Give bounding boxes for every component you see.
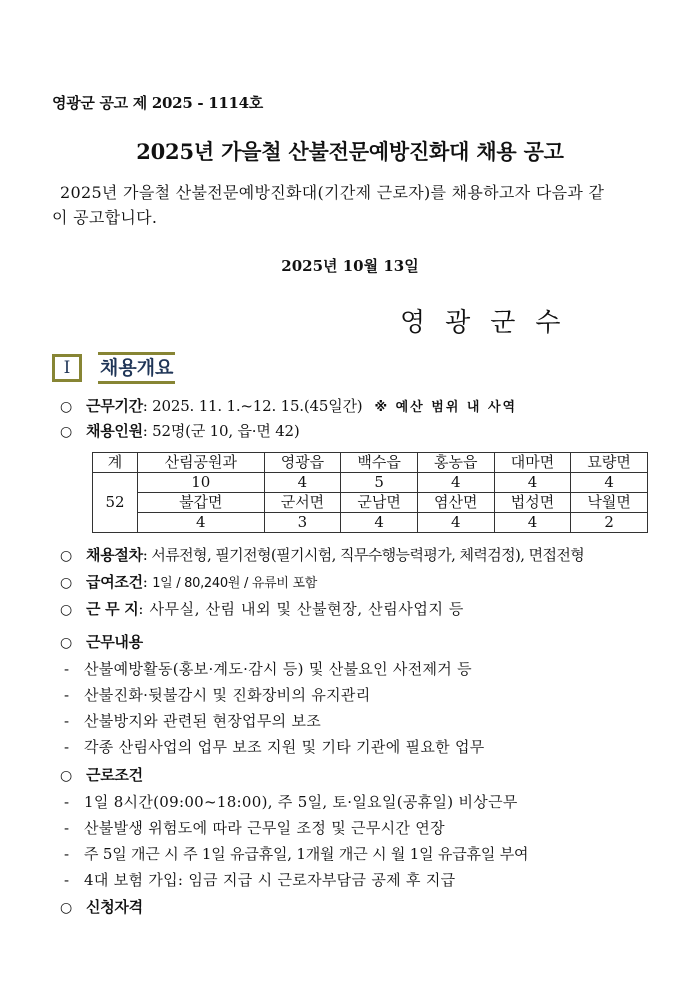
- dash-bullet: -: [64, 871, 70, 889]
- table-cell: 4: [417, 513, 494, 533]
- item-label: 근 무 지: [86, 600, 139, 618]
- table-row: [93, 513, 648, 533]
- quota-table: [92, 452, 648, 533]
- dash-bullet: -: [64, 712, 70, 730]
- table-cell: 4: [264, 473, 341, 493]
- intro-paragraph: [52, 180, 650, 230]
- dash-bullet: -: [64, 793, 70, 811]
- table-header: 대마면: [494, 453, 571, 473]
- circle-bullet-icon: ○: [60, 399, 73, 415]
- circle-bullet-icon: ○: [60, 575, 73, 591]
- document-title: 2025년 가을철 산불전문예방진화대 채용 공고: [136, 139, 564, 164]
- item-value: : 52명(군 10, 읍·면 42): [142, 422, 300, 440]
- item-label: 근무내용: [86, 633, 143, 651]
- circle-bullet-icon: ○: [60, 768, 73, 784]
- item-label: 근무기간: [86, 397, 143, 415]
- table-header: 백수읍: [341, 453, 418, 473]
- table-cell: 2: [571, 513, 648, 533]
- item-workplace: [60, 599, 464, 620]
- condition-item: - 4대 보험 가입: 임금 지급 시 근로자부담금 공제 후 지급: [64, 871, 456, 889]
- item-pay: [60, 572, 317, 594]
- item-label: 신청자격: [86, 898, 143, 916]
- notice-date: 2025년 10월 13일: [281, 257, 419, 275]
- notice-number: 영광군 공고 제 2025 - 1114호: [52, 94, 263, 112]
- item-duties: [60, 632, 143, 653]
- table-cell: 4: [138, 513, 265, 533]
- budget-note: ※ 예산 범위 내 사역: [374, 400, 518, 415]
- item-qualification: [60, 897, 143, 918]
- intro-line-1: 2025년 가을철 산불전문예방진화대(기간제 근로자)를 채용하고자 다음과 같: [60, 183, 605, 202]
- duty-item: - 각종 산림사업의 업무 보조 지원 및 기타 기관에 필요한 업무: [64, 738, 485, 756]
- circle-bullet-icon: ○: [60, 602, 73, 618]
- table-cell: 4: [494, 473, 571, 493]
- item-colon: :: [142, 573, 153, 591]
- table-cell: 4: [341, 513, 418, 533]
- table-header: 군서면: [264, 493, 341, 513]
- table-cell-total: 52: [93, 473, 138, 533]
- condition-item: - 주 5일 개근 시 주 1일 유급휴일, 1개월 개근 시 월 1일 유급휴일 부여: [64, 845, 529, 863]
- dash-bullet: -: [64, 738, 70, 756]
- table-row: [93, 473, 648, 493]
- item-value: 1일 / 80,240원 / 유류비 포함: [152, 576, 317, 591]
- dash-bullet: -: [64, 660, 70, 678]
- table-header: 염산면: [417, 493, 494, 513]
- item-work-period: [60, 396, 517, 418]
- dash-bullet: -: [64, 819, 70, 837]
- signer: 영광군수: [400, 308, 581, 338]
- item-value: : 2025. 11. 1.~12. 15.(45일간): [142, 397, 363, 415]
- table-row: [93, 453, 648, 473]
- table-cell: 10: [138, 473, 265, 493]
- item-procedure: [60, 545, 584, 566]
- duty-item: - 산불방지와 관련된 현장업무의 보조: [64, 712, 322, 730]
- intro-line-2: 이 공고합니다.: [52, 208, 158, 227]
- table-cell: 5: [341, 473, 418, 493]
- item-headcount: [60, 421, 300, 442]
- table-cell: 4: [417, 473, 494, 493]
- circle-bullet-icon: ○: [60, 635, 73, 651]
- table-header: 홍농읍: [417, 453, 494, 473]
- condition-item: - 산불발생 위험도에 따라 근무일 조정 및 근무시간 연장: [64, 819, 445, 837]
- table-header: 불갑면: [138, 493, 265, 513]
- circle-bullet-icon: ○: [60, 424, 73, 440]
- duty-item: - 산불진화·뒷불감시 및 진화장비의 유지관리: [64, 686, 371, 704]
- circle-bullet-icon: ○: [60, 900, 73, 916]
- table-header: 묘량면: [571, 453, 648, 473]
- table-header: 법성면: [494, 493, 571, 513]
- item-label: 근로조건: [86, 766, 143, 784]
- table-header: 군남면: [341, 493, 418, 513]
- section-title: 채용개요: [98, 352, 175, 384]
- circle-bullet-icon: ○: [60, 548, 73, 564]
- table-cell: 4: [494, 513, 571, 533]
- item-value: : 사무실, 산림 내외 및 산불현장, 산림사업지 등: [138, 600, 465, 618]
- item-label: 채용인원: [86, 422, 143, 440]
- dash-bullet: -: [64, 845, 70, 863]
- item-label: 채용절차: [86, 546, 143, 564]
- item-label: 급여조건: [86, 573, 143, 591]
- table-header: 산림공원과: [138, 453, 265, 473]
- table-header-total: 계: [93, 453, 138, 473]
- dash-bullet: -: [64, 686, 70, 704]
- item-conditions: [60, 765, 143, 786]
- duty-item: - 산불예방활동(홍보·계도·감시 등) 및 산불요인 사전제거 등: [64, 660, 472, 678]
- table-header: 영광읍: [264, 453, 341, 473]
- table-cell: 4: [571, 473, 648, 493]
- table-cell: 3: [264, 513, 341, 533]
- condition-item: - 1일 8시간(09:00~18:00), 주 5일, 토·일요일(공휴일) 비상근무: [64, 793, 518, 811]
- section-number-box: I: [52, 354, 82, 382]
- table-header: 낙월면: [571, 493, 648, 513]
- table-row: [93, 493, 648, 513]
- item-value: : 서류전형, 필기전형(필기시험, 직무수행능력평가, 체력검정), 면접전형: [142, 546, 585, 564]
